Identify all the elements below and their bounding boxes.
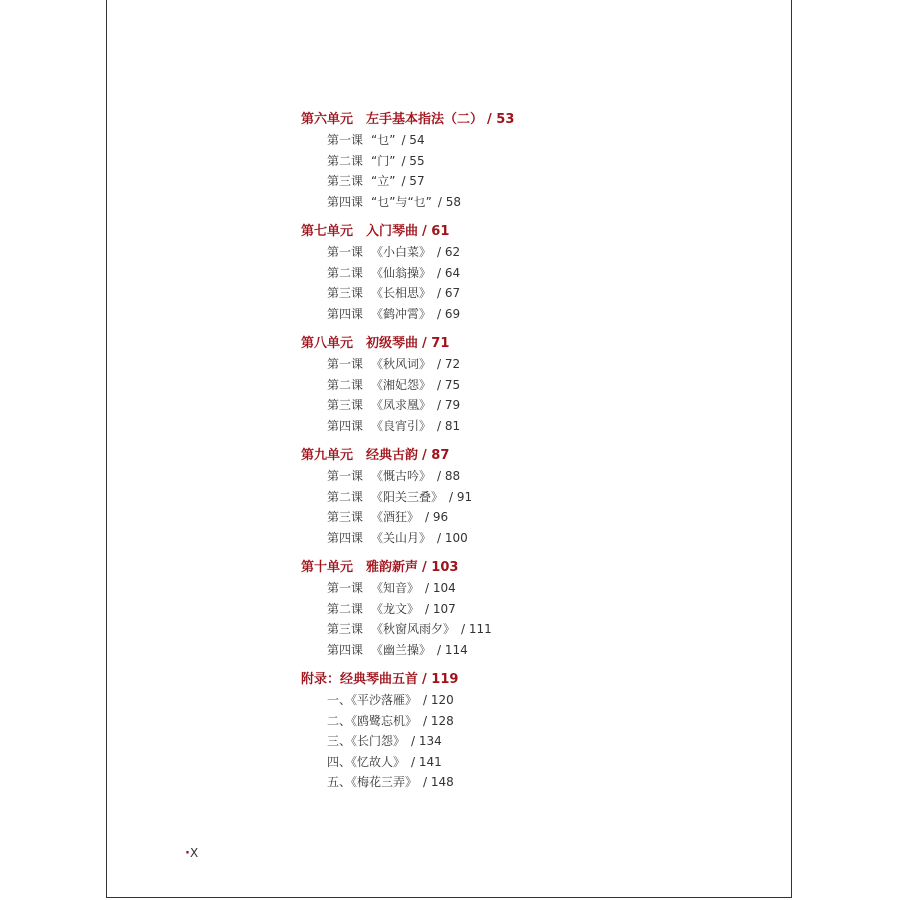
section-heading: [301, 222, 741, 242]
toc-section: [301, 334, 741, 436]
appendix-entry: [301, 711, 741, 732]
entry-name: 《忆故人》: [351, 754, 406, 769]
lesson-label: 第一课: [327, 245, 364, 259]
lesson-label: 第四课: [327, 418, 364, 433]
lesson-name: 《知音》: [371, 581, 420, 595]
lesson-name: 《秋窗风雨夕》: [371, 622, 456, 636]
lesson-entry: [301, 507, 741, 528]
section-heading: [301, 110, 741, 130]
lesson-page: / 67: [437, 286, 461, 300]
lesson-page: / 100: [437, 530, 468, 545]
lesson-page: / 75: [437, 377, 461, 392]
lesson-label: 第二课: [327, 153, 364, 168]
lesson-name: 《仙翁操》: [371, 265, 432, 280]
section-page: / 119: [422, 672, 459, 687]
section-page: / 53: [487, 112, 515, 127]
section-page: / 61: [422, 224, 450, 239]
lesson-name: 《幽兰操》: [371, 642, 432, 657]
toc-section: [301, 446, 741, 548]
lesson-page: / 81: [437, 418, 461, 433]
table-of-contents: [301, 110, 741, 803]
appendix-entry: [301, 690, 741, 711]
lesson-entry: [301, 171, 741, 192]
section-title: 第十单元 雅韵新声: [301, 560, 419, 575]
lesson-name: 《小白菜》: [371, 245, 432, 259]
lesson-entry: [301, 263, 741, 284]
toc-section: [301, 110, 741, 212]
lesson-label: 第四课: [327, 194, 364, 209]
lesson-label: 第三课: [327, 174, 364, 188]
lesson-page: / 88: [437, 469, 461, 483]
section-heading: [301, 446, 741, 466]
lesson-name: “门”: [371, 153, 396, 168]
section-heading: [301, 558, 741, 578]
lesson-label: 第一课: [327, 357, 364, 371]
lesson-entry: [301, 130, 741, 151]
lesson-entry: [301, 304, 741, 325]
lesson-label: 第四课: [327, 642, 364, 657]
toc-section: [301, 222, 741, 324]
lesson-entry: [301, 578, 741, 599]
section-title: 第六单元 左手基本指法（二）: [301, 112, 484, 127]
folio-numeral: X: [189, 846, 199, 860]
page-folio: [185, 846, 198, 861]
lesson-entry: [301, 528, 741, 549]
lesson-label: 第二课: [327, 489, 364, 504]
lesson-page: / 54: [401, 133, 425, 147]
lesson-page: / 69: [437, 306, 461, 321]
lesson-label: 第二课: [327, 377, 364, 392]
lesson-entry: [301, 487, 741, 508]
lesson-entry: [301, 619, 741, 640]
lesson-page: / 57: [401, 174, 425, 188]
section-title: 附录：经典琴曲五首: [301, 672, 419, 687]
lesson-label: 第一课: [327, 469, 364, 483]
lesson-page: / 79: [437, 398, 461, 412]
appendix-entry: [301, 752, 741, 773]
lesson-label: 第三课: [327, 286, 364, 300]
folio-dot: ·: [185, 846, 190, 861]
appendix-entry: [301, 731, 741, 752]
lesson-label: 第一课: [327, 133, 364, 147]
lesson-page: / 107: [425, 601, 456, 616]
lesson-label: 第三课: [327, 510, 364, 524]
entry-label: 三、: [327, 734, 352, 748]
lesson-entry: [301, 242, 741, 263]
appendix-entry: [301, 772, 741, 793]
entry-label: 五、: [327, 775, 352, 789]
lesson-label: 第一课: [327, 581, 364, 595]
lesson-name: 《慨古吟》: [371, 469, 432, 483]
lesson-entry: [301, 466, 741, 487]
lesson-name: 《良宵引》: [371, 418, 432, 433]
section-page: / 71: [422, 336, 450, 351]
lesson-page: / 55: [401, 153, 425, 168]
lesson-entry: [301, 599, 741, 620]
lesson-entry: [301, 395, 741, 416]
lesson-label: 第二课: [327, 265, 364, 280]
entry-name: 《梅花三弄》: [351, 775, 418, 789]
lesson-page: / 58: [437, 194, 462, 209]
lesson-entry: [301, 283, 741, 304]
section-title: 第七单元 入门琴曲: [301, 224, 419, 239]
lesson-name: 《长相思》: [371, 286, 432, 300]
lesson-page: / 96: [425, 510, 449, 524]
entry-name: 《平沙落雁》: [351, 693, 418, 707]
entry-page: / 120: [423, 693, 454, 707]
lesson-label: 第三课: [327, 398, 364, 412]
entry-page: / 141: [411, 754, 442, 769]
toc-section: [301, 558, 741, 660]
lesson-name: “乜”: [371, 133, 396, 147]
lesson-page: / 64: [437, 265, 461, 280]
lesson-name: 《关山月》: [371, 530, 432, 545]
lesson-name: 《龙文》: [371, 601, 420, 616]
entry-label: 四、: [327, 754, 352, 769]
lesson-name: 《秋风词》: [371, 357, 432, 371]
lesson-page: / 111: [461, 622, 492, 636]
lesson-name: “乜”与“乜”: [371, 194, 432, 209]
entry-name: 《鸥鹭忘机》: [351, 713, 418, 728]
lesson-label: 第三课: [327, 622, 364, 636]
lesson-entry: [301, 416, 741, 437]
toc-section-appendix: [301, 670, 741, 793]
section-heading: [301, 670, 741, 690]
entry-page: / 148: [423, 775, 454, 789]
lesson-label: 第四课: [327, 306, 364, 321]
lesson-name: “立”: [371, 174, 396, 188]
lesson-entry: [301, 151, 741, 172]
lesson-entry: [301, 192, 741, 213]
lesson-entry: [301, 375, 741, 396]
section-title: 第八单元 初级琴曲: [301, 336, 419, 351]
entry-page: / 128: [423, 713, 454, 728]
lesson-label: 第二课: [327, 601, 364, 616]
lesson-page: / 72: [437, 357, 461, 371]
lesson-name: 《湘妃怨》: [371, 377, 432, 392]
lesson-page: / 91: [449, 489, 473, 504]
lesson-name: 《鹤冲霄》: [371, 306, 432, 321]
section-heading: [301, 334, 741, 354]
lesson-entry: [301, 640, 741, 661]
lesson-entry: [301, 354, 741, 375]
lesson-name: 《阳关三叠》: [371, 489, 444, 504]
lesson-page: / 104: [425, 581, 456, 595]
lesson-name: 《酒狂》: [371, 510, 420, 524]
entry-label: 二、: [327, 713, 352, 728]
lesson-page: / 62: [437, 245, 461, 259]
section-page: / 103: [422, 560, 459, 575]
lesson-page: / 114: [437, 642, 468, 657]
lesson-name: 《凤求凰》: [371, 398, 432, 412]
entry-name: 《长门怨》: [351, 734, 406, 748]
section-title: 第九单元 经典古韵: [301, 448, 419, 463]
entry-label: 一、: [327, 693, 352, 707]
section-page: / 87: [422, 448, 450, 463]
lesson-label: 第四课: [327, 530, 364, 545]
entry-page: / 134: [411, 734, 442, 748]
